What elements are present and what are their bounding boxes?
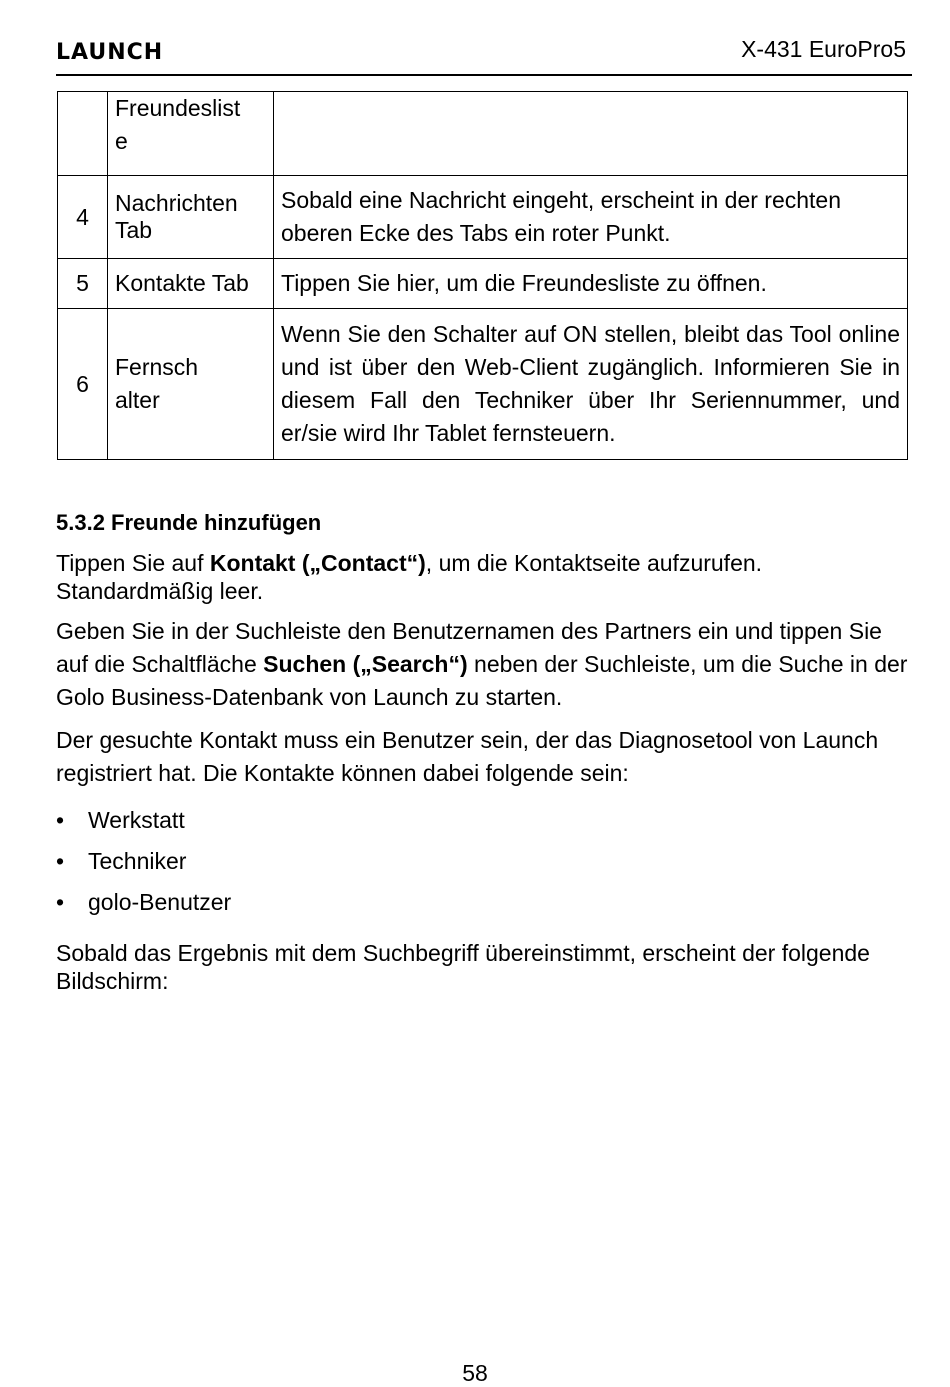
search-term: Suchen („Search“): [263, 651, 468, 677]
brand-logo: LAUNCH: [56, 40, 164, 65]
row-name: Kontakte Tab: [108, 259, 274, 309]
text: Geben Sie in der Suchleiste den Benutzernamen des Partners ein und tippen Sie auf die Schaltfläche: [56, 618, 882, 677]
list-item: [56, 800, 912, 841]
table-row: [58, 176, 908, 259]
row-description: Tippen Sie hier, um die Freundesliste zu öffnen.: [274, 259, 908, 309]
paragraph-result: Sobald das Ergebnis mit dem Suchbegriff übereinstimmt, erscheint der folgende Bildschirm:: [56, 940, 870, 994]
table-row: [58, 92, 908, 176]
table-row: [58, 309, 908, 460]
row-description: [274, 92, 908, 176]
page-number: 58: [462, 1360, 488, 1386]
list-item-text: Werkstatt: [88, 807, 185, 833]
list-item: [56, 841, 912, 882]
list-item-text: Techniker: [88, 848, 187, 874]
row-number: 4: [58, 176, 108, 259]
bullet: •: [56, 889, 65, 915]
row-description: Wenn Sie den Schalter auf ON stellen, bleibt das Tool online und ist über den Web-Client zugänglich. Informieren Sie in diesem Fall den Techniker über Ihr Seriennummer, und er/sie wird Ihr Tablet fernsteuern.: [274, 309, 908, 460]
list-item: [56, 882, 912, 923]
row-number: 5: [58, 259, 108, 309]
section-content: [56, 506, 912, 1005]
contact-type-list: [56, 800, 912, 923]
product-name: X-431 EuroPro5: [741, 36, 906, 62]
contact-term: Kontakt („Contact“): [209, 550, 426, 576]
bullet: •: [56, 848, 65, 874]
section-heading: 5.3.2 Freunde hinzufügen: [56, 510, 322, 535]
paragraph-search: [56, 615, 912, 714]
row-number: [58, 92, 108, 176]
text: , um die Kontaktseite aufzurufen. Standardmäßig leer.: [56, 550, 763, 604]
row-name: Freundeslist e: [108, 92, 274, 176]
row-name: Nachrichten Tab: [108, 176, 274, 259]
text: neben der Suchleiste, um die Suche in der Golo Business-Datenbank von Launch zu starten.: [56, 651, 908, 710]
paragraph-contacts-info: Der gesuchte Kontakt muss ein Benutzer sein, der das Diagnosetool von Launch registriert hat. Die Kontakte können dabei folgende sein:: [56, 727, 879, 786]
text: Tippen Sie auf: [56, 550, 210, 576]
row-name: Fernsch alter: [108, 309, 274, 460]
feature-table: [57, 91, 908, 460]
paragraph-contact: [56, 549, 912, 605]
bullet: •: [56, 807, 65, 833]
table-row: [58, 259, 908, 309]
list-item-text: golo-Benutzer: [88, 889, 232, 915]
page-header: [56, 34, 912, 76]
row-number: 6: [58, 309, 108, 460]
row-description: Sobald eine Nachricht eingeht, erscheint in der rechten oberen Ecke des Tabs ein roter Punkt.: [274, 176, 908, 259]
